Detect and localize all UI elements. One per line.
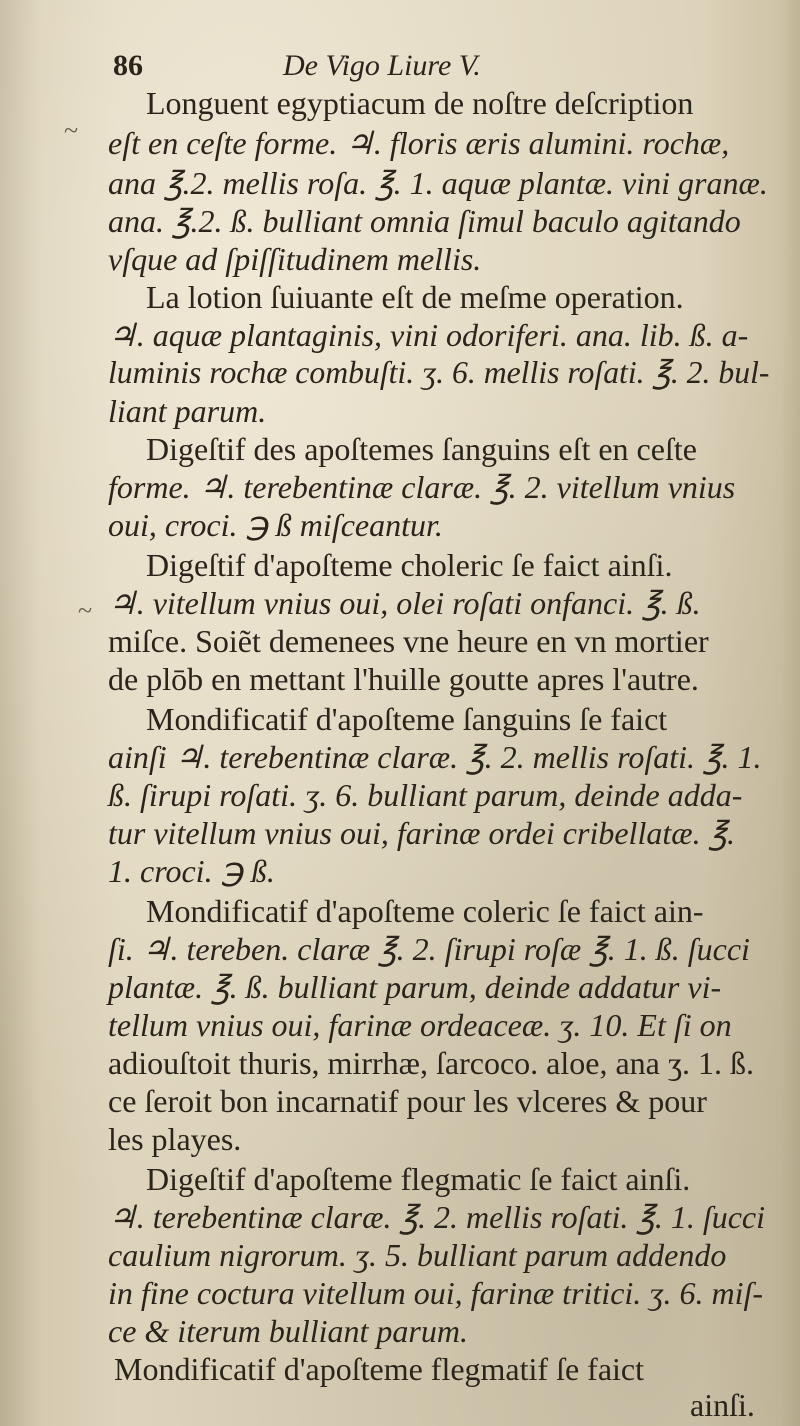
text-line: Mondificatif d'apoſteme flegmatif ſe faict (114, 1351, 644, 1387)
text-line: ♃. vitellum vnius oui, olei roſati onfanci. ℥. ß. (108, 585, 701, 621)
text-line: plantæ. ℥. ß. bulliant parum, deinde addatur vi- (108, 969, 722, 1005)
text-line: Mondificatif d'apoſteme ſanguins ſe faict (146, 701, 668, 737)
text-line: eſt en ceſte forme. ♃. floris æris alumini. rochæ, (108, 125, 730, 161)
text-line: ana ℥.2. mellis roſa. ℥. 1. aquæ plantæ. vini granæ. (108, 165, 768, 201)
text-line: ♃. aquæ plantaginis, vini odoriferi. ana. lib. ß. a- (108, 317, 749, 353)
text-line: tellum vnius oui, farinæ ordeaceæ. ʒ. 10. Et ſi on (108, 1007, 732, 1043)
text-line: ß. ſirupi roſati. ʒ. 6. bulliant parum, deinde adda- (108, 777, 743, 813)
text-line: 1. croci. ℈ ß. (108, 853, 275, 889)
text-line: Digeſtif d'apoſteme choleric ſe faict ainſi. (146, 547, 673, 583)
text-line: Mondificatif d'apoſteme coleric ſe faict ain- (146, 893, 704, 929)
text-line: de plōb en mettant l'huille goutte apres l'autre. (108, 661, 699, 697)
text-line: liant parum. (108, 393, 267, 429)
page-number: 86 (113, 49, 143, 82)
text-line: Digeſtif d'apoſteme flegmatic ſe faict ainſi. (146, 1161, 691, 1197)
text-line: in fine coctura vitellum oui, farinæ tritici. ʒ. 6. miſ- (108, 1275, 764, 1311)
margin-mark: ~ (64, 116, 79, 145)
text-line: ana. ℥.2. ß. bulliant omnia ſimul baculo agitando (108, 203, 741, 239)
text-line: Digeſtif des apoſtemes ſanguins eſt en ceſte (146, 431, 697, 467)
running-title: De Vigo Liure V. (283, 49, 481, 82)
text-line: La lotion ſuiuante eſt de meſme operation. (146, 279, 684, 315)
text-line: les playes. (108, 1121, 242, 1157)
text-line: Longuent egyptiacum de noſtre deſcription (146, 85, 694, 121)
text-line: oui, croci. ℈ ß miſceantur. (108, 507, 443, 543)
margin-mark: ~ (78, 596, 93, 625)
text-line: adiouſtoit thuris, mirrhæ, ſarcoco. aloe, ana ʒ. 1. ß. (108, 1045, 755, 1081)
text-line: ainſi ♃. terebentinæ claræ. ℥. 2. mellis roſati. ℥. 1. (108, 739, 762, 775)
text-line: ce & iterum bulliant parum. (108, 1313, 468, 1349)
text-line: miſce. Soiẽt demenees vne heure en vn mortier (108, 623, 709, 659)
text-line: tur vitellum vnius oui, farinæ ordei cribellatæ. ℥. (108, 815, 736, 851)
text-line: ſi. ♃. tereben. claræ ℥. 2. ſirupi roſæ ℥. 1. ß. ſucci (108, 931, 750, 967)
text-line: caulium nigrorum. ʒ. 5. bulliant parum addendo (108, 1237, 727, 1273)
text-line: ♃. terebentinæ claræ. ℥. 2. mellis roſati. ℥. 1. ſucci (108, 1199, 765, 1235)
text-line: ainſi. (690, 1387, 755, 1423)
text-line: vſque ad ſpiſſitudinem mellis. (108, 241, 482, 277)
text-line: luminis rochæ combuſti. ʒ. 6. mellis roſati. ℥. 2. bul- (108, 355, 770, 390)
text-line: ce ſeroit bon incarnatif pour les vlceres & pour (108, 1083, 707, 1119)
text-line: forme. ♃. terebentinæ claræ. ℥. 2. vitellum vnius (108, 469, 736, 505)
